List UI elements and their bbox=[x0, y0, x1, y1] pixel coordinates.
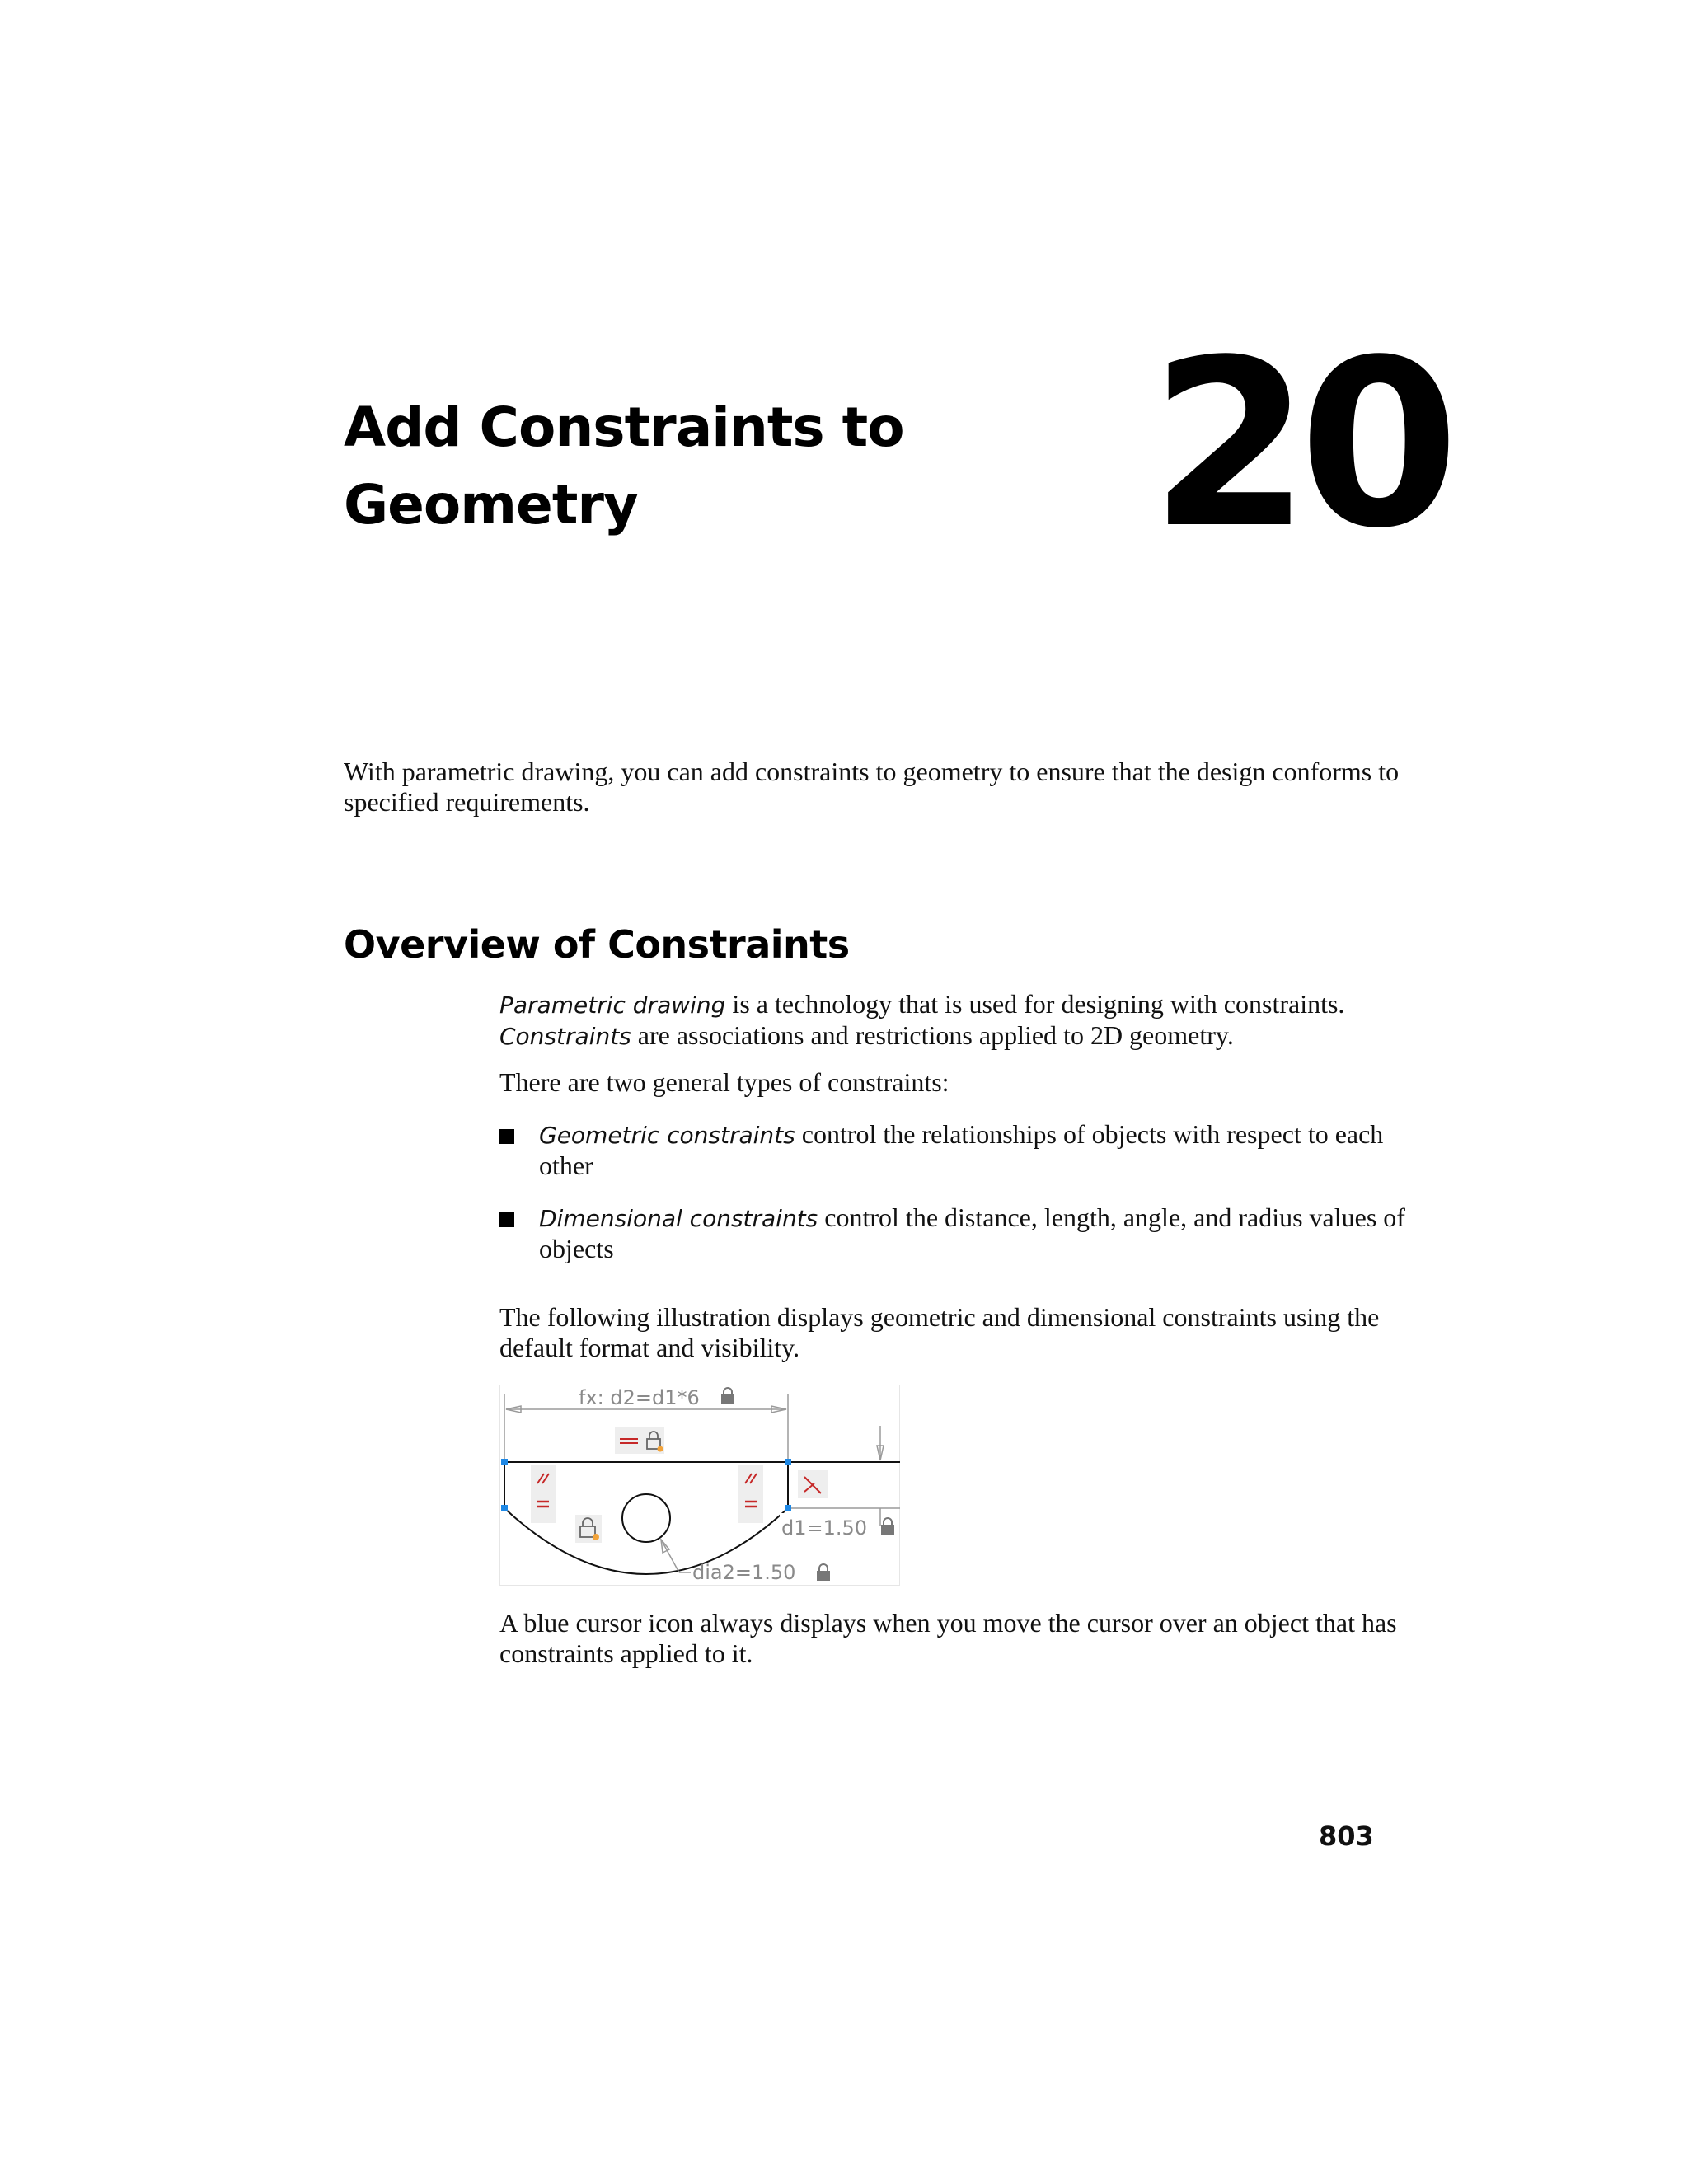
parallel-equal-constraint-icon bbox=[738, 1465, 763, 1523]
bullet-square-icon bbox=[499, 1212, 514, 1227]
grip-point-icon bbox=[501, 1505, 508, 1511]
chapter-title bbox=[344, 389, 970, 544]
horizontal-constraint-icon bbox=[615, 1427, 664, 1454]
list-item bbox=[499, 1119, 1414, 1181]
definition-paragraph bbox=[499, 989, 1414, 1052]
page-number: 803 bbox=[1319, 1821, 1374, 1852]
cursor-note-paragraph: A blue cursor icon always displays when you move the cursor over an object that has constraints applied to it. bbox=[499, 1608, 1397, 1668]
intro-paragraph: With parametric drawing, you can add constraints to geometry to ensure that the design conforms to specified requirements. bbox=[344, 757, 1400, 817]
dimension-label-bottom: dia2=1.50 bbox=[692, 1561, 796, 1584]
definition-line2 bbox=[499, 1020, 1414, 1052]
types-intro-paragraph: There are two general types of constraints: bbox=[499, 1067, 950, 1097]
constraints-drawing bbox=[499, 1385, 900, 1586]
term-geometric-constraints: Geometric constraints bbox=[539, 1122, 795, 1149]
constraint-types-list bbox=[499, 1119, 1414, 1286]
term-dimensional-constraints: Dimensional constraints bbox=[539, 1205, 818, 1232]
constraints-illustration bbox=[499, 1385, 900, 1586]
term-parametric-drawing: Parametric drawing bbox=[499, 991, 726, 1019]
list-item bbox=[499, 1202, 1414, 1264]
figure-frame bbox=[500, 1385, 900, 1586]
definition-line1 bbox=[499, 989, 1414, 1020]
grip-point-icon bbox=[785, 1459, 791, 1465]
bullet-text: control the distance, length, angle, and radius values of objects bbox=[539, 1202, 1405, 1263]
term-constraints: Constraints bbox=[499, 1023, 631, 1050]
chapter-number: 20 bbox=[1150, 311, 1448, 579]
grip-point-icon bbox=[785, 1505, 791, 1511]
chapter-title-line1: Add Constraints to bbox=[344, 396, 904, 459]
fixed-constraint-icon bbox=[575, 1515, 602, 1543]
section-heading: Overview of Constraints bbox=[344, 922, 850, 967]
dimension-label-right: d1=1.50 bbox=[781, 1516, 868, 1540]
definition-text1: is a technology that is used for designing with constraints. bbox=[725, 989, 1345, 1019]
grip-point-icon bbox=[501, 1459, 508, 1465]
dimension-label-top: fx: d2=d1*6 bbox=[579, 1386, 700, 1409]
bullet-text: control the relationships of objects with respect to each other bbox=[539, 1119, 1384, 1180]
parallel-equal-constraint-icon bbox=[531, 1465, 556, 1523]
definition-text2: are associations and restrictions applied to 2D geometry. bbox=[631, 1020, 1234, 1050]
bullet-square-icon bbox=[499, 1129, 514, 1144]
illustration-caption-paragraph: The following illustration displays geometric and dimensional constraints using the default format and visibility. bbox=[499, 1302, 1380, 1362]
chapter-title-line2: Geometry bbox=[344, 473, 638, 537]
tangent-constraint-icon bbox=[798, 1470, 828, 1498]
